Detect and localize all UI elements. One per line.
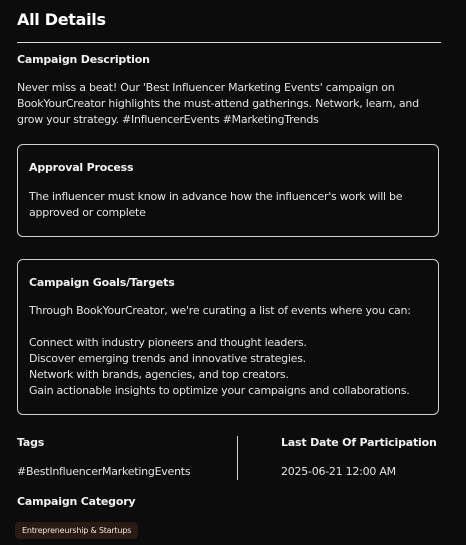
list-item: Connect with industry pioneers and thought leaders. <box>29 336 307 349</box>
campaign-goals-label: Campaign Goals/Targets <box>29 276 175 289</box>
approval-process-text: The influencer must know in advance how the influencer's work will be approved or complete <box>29 190 403 219</box>
list-item: Gain actionable insights to optimize your campaigns and collaborations. <box>29 384 410 397</box>
campaign-description-text: Never miss a beat! Our 'Best Influencer Marketing Events' campaign on BookYourCreator highlights the must-attend gatherings. Network, learn, and grow your strategy. #InfluencerEvents #MarketingTrends <box>17 81 419 126</box>
campaign-goals-card <box>17 259 439 415</box>
tags-label: Tags <box>17 436 45 449</box>
column-divider <box>237 436 238 480</box>
approval-process-label: Approval Process <box>29 161 134 174</box>
list-item: Discover emerging trends and innovative strategies. <box>29 352 306 365</box>
title-divider <box>17 42 441 43</box>
last-date-label: Last Date Of Participation <box>281 436 437 449</box>
page-title: All Details <box>17 10 106 29</box>
last-date-value: 2025-06-21 12:00 AM <box>281 465 396 478</box>
campaign-description-label: Campaign Description <box>17 53 150 66</box>
category-badge: Entrepreneurship & Startups <box>15 522 138 539</box>
campaign-goals-list <box>29 335 429 399</box>
approval-process-card <box>17 144 439 237</box>
campaign-category-label: Campaign Category <box>17 495 136 508</box>
tag-value: #BestInfluencerMarketingEvents <box>17 465 191 478</box>
campaign-goals-intro: Through BookYourCreator, we're curating a list of events where you can: <box>29 304 411 317</box>
list-item: Network with brands, agencies, and top creators. <box>29 368 289 381</box>
